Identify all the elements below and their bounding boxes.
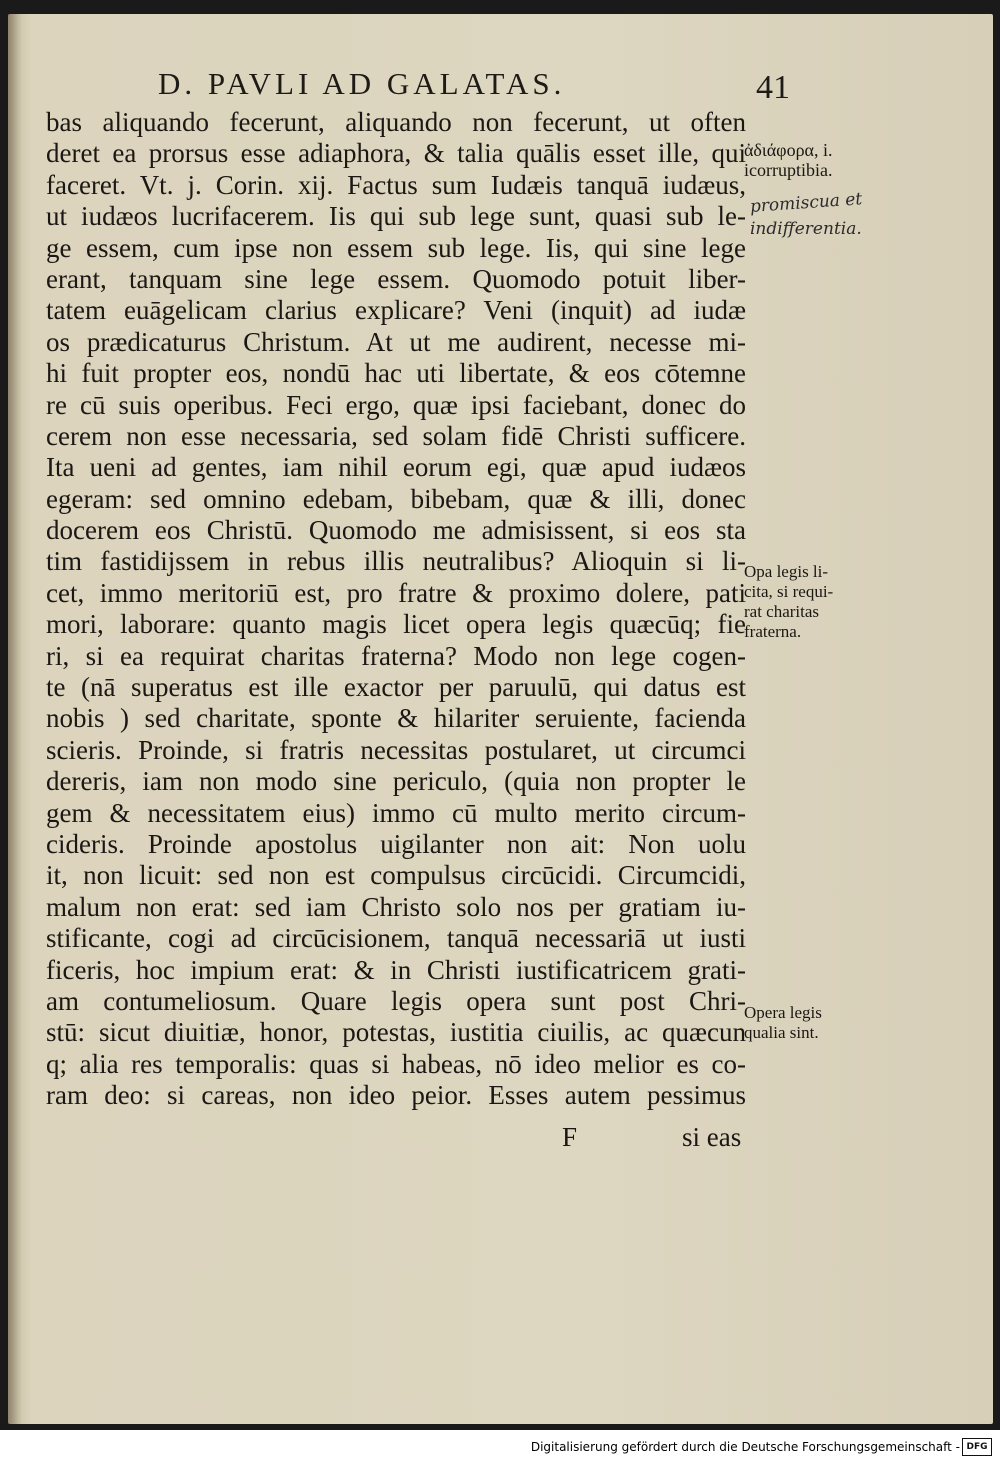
- text-line: tatem euāgelicam clarius explicare? Veni (inquit) ad iudæ: [46, 295, 746, 326]
- catchword-line: [0, 1122, 1000, 1162]
- text-line: ficeris, hoc impium erat: & in Christi iustificatricem grati-: [46, 954, 746, 985]
- marginal-line: rat charitas: [744, 602, 820, 621]
- text-line: ram deo: si careas, non ideo peior. Esses autem pessimus: [46, 1080, 746, 1111]
- handwritten-line: promiscua et: [749, 189, 863, 217]
- text-line: mori, laborare: quanto magis licet opera legis quæcūq; fie: [46, 609, 746, 640]
- text-line: ri, si ea requirat charitas fraterna? Modo non lege cogen-: [46, 640, 746, 671]
- dfg-logo: DFG: [962, 1438, 992, 1456]
- text-line: faceret. Vt. j. Corin. xij. Factus sum Iudæis tanquā iudæus,: [46, 169, 746, 200]
- marginal-line: qualia sint.: [744, 1023, 819, 1042]
- marginal-line: cita, si requi-: [744, 582, 834, 601]
- text-line: stificante, cogi ad circūcisionem, tanquā necessariā ut iusti: [46, 923, 746, 954]
- running-head: D. PAVLI AD GALATAS.: [158, 66, 566, 101]
- text-line: cerem non esse necessaria, sed solam fidē Christi sufficere.: [46, 420, 746, 451]
- marginal-note-opera-licita: [744, 562, 833, 642]
- text-line: egeram: sed omnino edebam, bibebam, quæ & illi, donec: [46, 483, 746, 514]
- page-number: 41: [756, 69, 790, 106]
- signature-mark: F: [562, 1122, 578, 1152]
- handwritten-line: indifferentia.: [750, 219, 862, 239]
- funding-note: Digitalisierung gefördert durch die Deutsche Forschungsgemeinschaft -: [530, 1440, 960, 1454]
- text-line: q; alia res temporalis: quas si habeas, nō ideo melior es co-: [46, 1048, 746, 1079]
- footer-bar: [0, 1430, 1000, 1466]
- text-line: nobis ) sed charitate, sponte & hilariter seruiente, facienda: [46, 703, 746, 734]
- catchword: si eas: [682, 1122, 742, 1152]
- text-line: Ita ueni ad gentes, iam nihil eorum egi, quæ apud iudæos: [46, 452, 746, 483]
- text-line: erant, tanquam sine lege essem. Quomodo potuit liber-: [46, 263, 746, 294]
- text-line: cet, immo meritoriū est, pro fratre & proximo dolere, pati: [46, 577, 746, 608]
- text-line: am contumeliosum. Quare legis opera sunt post Chri-: [46, 985, 746, 1016]
- text-line: ut iudæos lucrifacerem. Iis qui sub lege sunt, quasi sub le-: [46, 201, 746, 232]
- text-line: te (nā superatus est ille exactor per paruulū, qui datus est: [46, 672, 746, 703]
- marginal-line: Opa legis li-: [744, 562, 829, 581]
- text-line: stū: sicut diuitiæ, honor, potestas, iustitia ciuilis, ac quæcun: [46, 1017, 746, 1048]
- marginal-line: ἀδιάφορα, i.: [744, 140, 833, 160]
- text-line: hi fuit propter eos, nondū hac uti libertate, & eos cōtemne: [46, 358, 746, 389]
- main-text-block: [46, 107, 746, 1112]
- marginal-line: icorruptibia.: [744, 160, 833, 180]
- text-line: bas aliquando fecerunt, aliquando non fecerunt, ut often: [46, 107, 746, 137]
- text-line: docerem eos Christū. Quomodo me admisissent, si eos sta: [46, 515, 746, 546]
- text-line: os prædicaturus Christum. At ut me audirent, necesse mi-: [46, 326, 746, 357]
- text-line: it, non licuit: sed non est compulsus circūcidi. Circumcidi,: [46, 860, 746, 891]
- handwritten-annotation: [749, 189, 863, 240]
- text-line: deret ea prorsus esse adiaphora, & talia quālis esset ille, qui: [46, 138, 746, 169]
- marginal-line: Opera legis: [744, 1003, 822, 1022]
- text-line: re cū suis operibus. Feci ergo, quæ ipsi faciebant, donec do: [46, 389, 746, 420]
- text-line: dereris, iam non modo sine periculo, (quia non propter le: [46, 766, 746, 797]
- text-line: malum non erat: sed iam Christo solo nos per gratiam iu-: [46, 891, 746, 922]
- marginal-note-opera-qualia: [744, 1003, 822, 1043]
- text-line: scieris. Proinde, si fratris necessitas postularet, ut circumci: [46, 734, 746, 765]
- text-line: cideris. Proinde apostolus uigilanter non ait: Non uolu: [46, 828, 746, 859]
- text-line: gem & necessitatem eius) immo cū multo merito circum-: [46, 797, 746, 828]
- text-line: ge essem, cum ipse non essem sub lege. Iis, qui sine lege: [46, 232, 746, 263]
- marginal-note-greek: [744, 140, 833, 180]
- marginal-line: fraterna.: [744, 622, 802, 641]
- text-line: tim fastidijssem in rebus illis neutralibus? Alioquin si li-: [46, 546, 746, 577]
